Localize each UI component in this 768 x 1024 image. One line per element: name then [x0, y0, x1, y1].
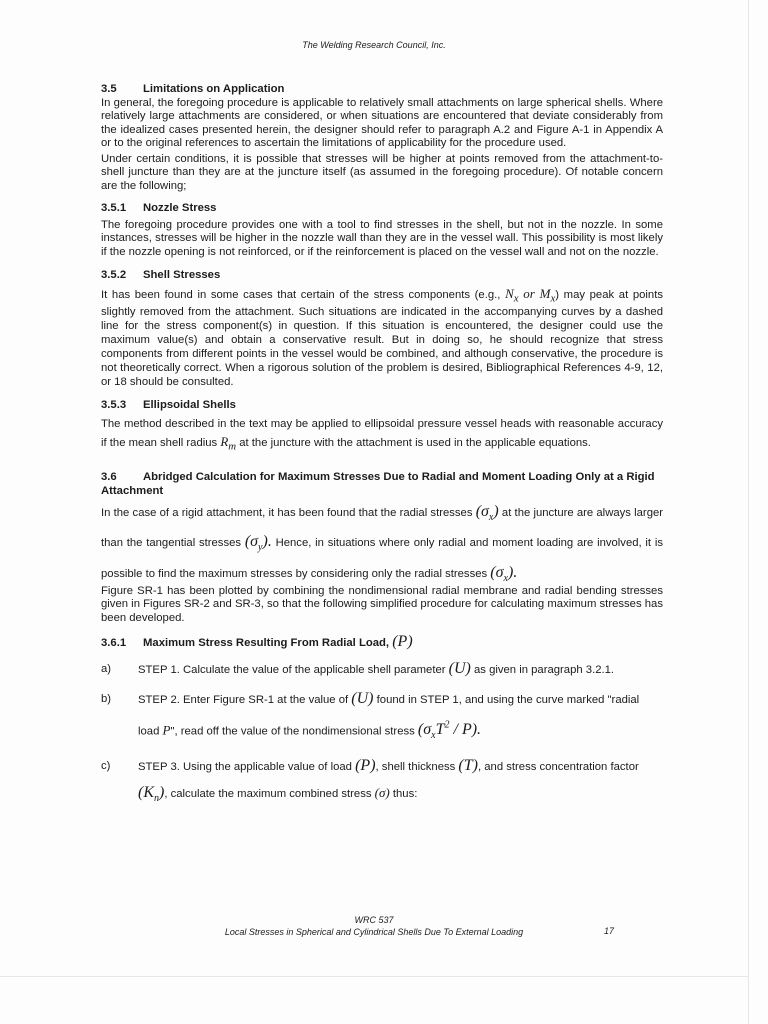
section-3-6-heading: 3.6 Abridged Calculation for Maximum Stresses Due to Radial and Moment Loading Only at a Rigid Attachment: [101, 471, 655, 497]
running-footer: [0, 914, 748, 938]
section-3-5-1-paragraph: The foregoing procedure provides one with a tool to find stresses in the shell, but not in the nozzle. In some instances, stresses will be higher in the nozzle wall than they are in the vessel wall. This possibility is most likely if the nozzle opening is not reinforced, or if the reinforcement is placed on the vessel wall and not on the nozzle.: [101, 218, 663, 258]
step-b: b) STEP 2. Enter Figure SR-1 at the value of (U) found in STEP 1, and using the curve marked "radial load P", read off the value of the nondimensional stress $(\sigma_xT^2 / P)$.: [101, 689, 640, 742]
page-bottom-edge: [0, 976, 748, 977]
section-3-6-paragraph: In the case of a rigid attachment, it has been found that the radial stresses $(\sigma_x)$ at the juncture are always larger than the tangential stresses $(\sigma_y)$. Hence, in situations where only radial and moment loading are involved, it is possible to find the maximum stresses by considering only the radial stresses $(\sigma_x)$.: [101, 503, 664, 584]
section-3-6-1-heading: 3.6.1 Maximum Stress Resulting From Radial Load, (P): [101, 633, 413, 651]
section-3-5-paragraph-2: Under certain conditions, it is possible that stresses will be higher at points removed from the attachment-to-shell juncture than they are at the juncture itself (as assumed in the foregoing procedure). Of notable concern are the following;: [101, 152, 663, 192]
math-sigma-y: $(\sigma_y)$.: [244, 533, 272, 554]
math-k-n: $(K_n)$: [138, 784, 165, 805]
page-edge: [748, 0, 749, 1024]
math-sigma-x: $(\sigma_x)$: [475, 503, 499, 524]
section-3-5-2-heading: 3.5.2 Shell Stresses: [101, 269, 221, 281]
section-3-5-2-paragraph: It has been found in some cases that certain of the stress components (e.g., $N_x$ or $M_x$) may peak at points slightly removed from the attachment. Such situations are indicated in the accompanying curves by a dashed line for the stress component(s) in question. If this situation is encountered, the designer could use the maximum value(s) and obtain a conservative result. But in doing so, he should recognize that stress components from different points in the vessel would be combined, and although conservative, the procedure is not theoretically correct. When a rigorous solution of the problem is desired, Bibliographical References 4-9, 12, or 18 should be consulted.: [101, 285, 663, 389]
section-3-6-paragraph-2: Figure SR-1 has been plotted by combining the nondimensional radial membrane and radial bending stresses given in Figures SR-2 and SR-3, so that the following simplified procedure for calculating maximum stresses has been developed.: [101, 584, 663, 624]
section-3-5-heading: 3.5 Limitations on Application: [101, 83, 285, 95]
footer-report-number: WRC 537: [354, 915, 394, 925]
math-r-m: $R_m$: [220, 433, 237, 453]
math-n-x: $N_x$ or $M_x$: [505, 285, 556, 305]
section-3-5-1-heading: 3.5.1 Nozzle Stress: [101, 202, 217, 214]
math-sigma-x-2: $(\sigma_x)$.: [490, 563, 518, 584]
running-header: The Welding Research Council, Inc.: [302, 40, 446, 50]
page-body: [101, 83, 663, 812]
step-c: c) STEP 3. Using the applicable value of load (P), shell thickness (T), and stress concentration factor $(K_n)$, calculate the maximum combined stress (σ) thus:: [101, 757, 639, 805]
step-a: a) STEP 1. Calculate the value of the applicable shell parameter (U) as given in paragraph 3.2.1.: [101, 659, 615, 677]
section-3-5-3-paragraph: The method described in the text may be applied to ellipsoidal pressure vessel heads with reasonable accuracy if the mean shell radius $R_m$ at the juncture with the attachment is used in the applicable equations.: [101, 417, 663, 453]
footer-report-title: Local Stresses in Spherical and Cylindrical Shells Due To External Loading: [224, 927, 524, 937]
page-number: 17: [604, 926, 615, 936]
section-3-5-paragraph-1: In general, the foregoing procedure is applicable to relatively small attachments on large spherical shells. Where relatively large attachments are considered, or when situations are encountered that deviate considerably from the idealized cases presented herein, the designer should refer to paragraph A.2 and Figure A-1 in Appendix A or to the original references to ascertain the limitations of applicability for the procedure used.: [101, 96, 663, 149]
section-3-5-3-heading: 3.5.3 Ellipsoidal Shells: [101, 399, 236, 412]
math-nondim-stress: $(\sigma_xT^2 / P)$.: [417, 719, 482, 742]
